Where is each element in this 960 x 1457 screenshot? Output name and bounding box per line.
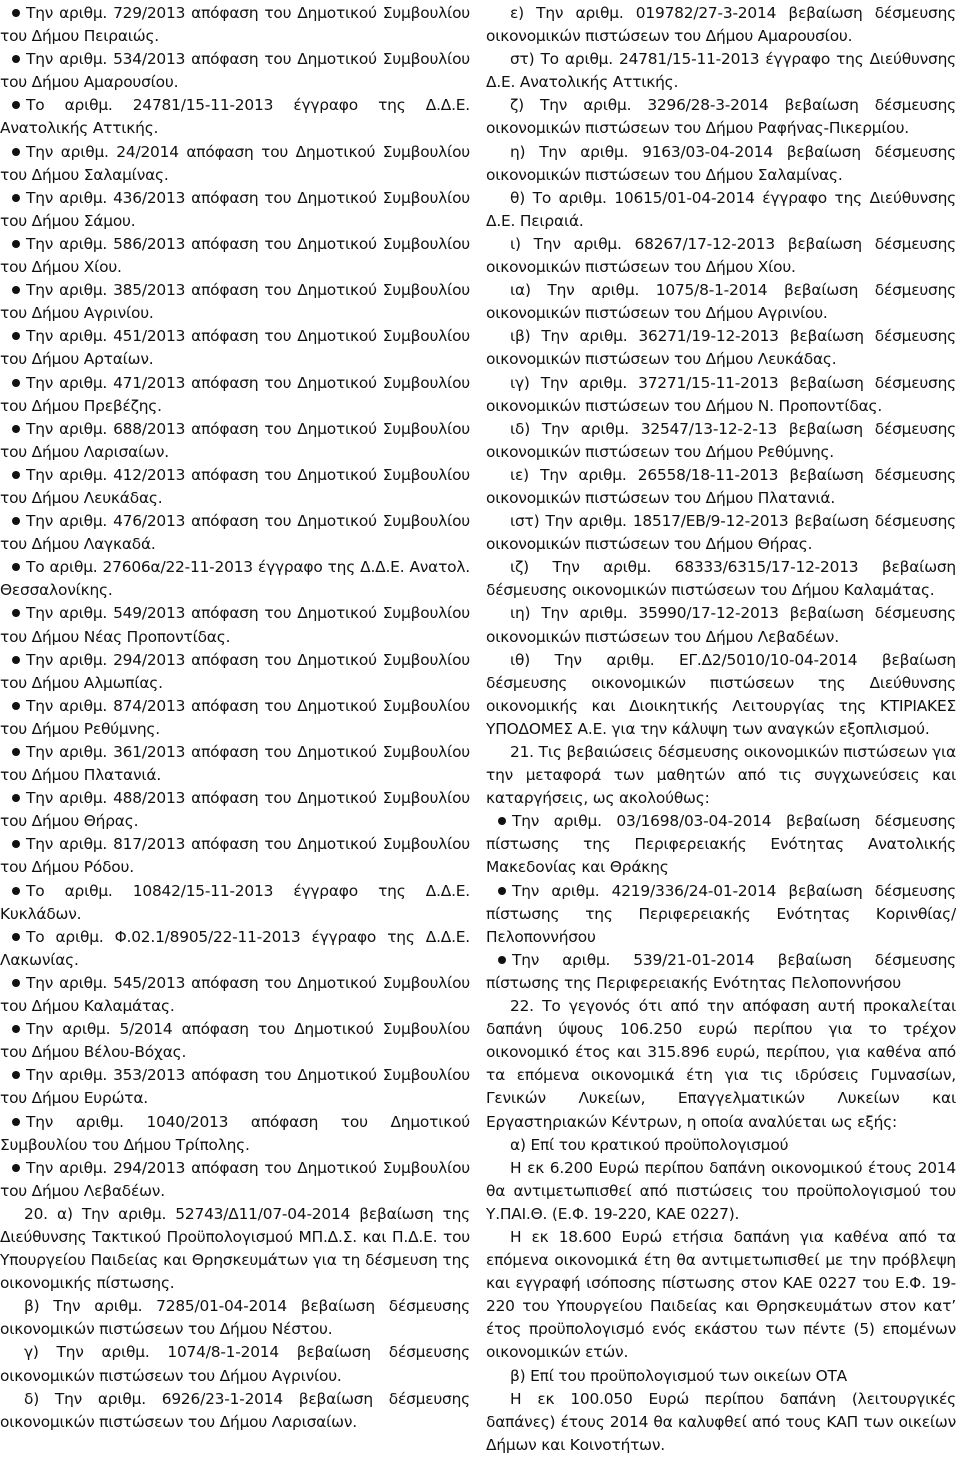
paragraph	[486, 141, 956, 187]
bullet-icon	[12, 887, 20, 895]
paragraph-text: Την αριθμ. 874/2013 απόφαση του Δημοτικού Συμβουλίου του Δήμου Ρεθύμνης.	[0, 696, 470, 738]
paragraph-text: 20. α) Την αριθμ. 52743/Δ11/07-04-2014 βεβαίωση της Διεύθυνσης Τακτικού Προϋπολογισμού ΜΠ.Δ.Σ. και Π.Δ.Ε. του Υπουργείου Παιδείας και Θρησκευμάτων για τη δέσμευση της οικονομικής πίστωσης.	[0, 1204, 470, 1293]
bullet-icon	[12, 933, 20, 941]
bullet-item	[486, 949, 956, 995]
paragraph	[486, 372, 956, 418]
bullet-item	[0, 926, 470, 972]
paragraph	[486, 325, 956, 371]
bullet-icon	[12, 840, 20, 848]
bullet-icon	[12, 748, 20, 756]
paragraph-text: Την αριθμ. 361/2013 απόφαση του Δημοτικού Συμβουλίου του Δήμου Πλατανιά.	[0, 743, 470, 785]
bullet-item	[0, 787, 470, 833]
paragraph	[486, 1388, 956, 1457]
paragraph-text: Την αριθμ. 545/2013 απόφαση του Δημοτικού Συμβουλίου του Δήμου Καλαμάτας.	[0, 973, 470, 1016]
paragraph-text: η) Την αριθμ. 9163/03-04-2014 βεβαίωση δέσμευσης οικονομικών πιστώσεων του Δήμου Σαλαμίνας.	[486, 142, 956, 184]
paragraph-text: θ) Το αριθμ. 10615/01-04-2014 έγγραφο της Διεύθυνσης Δ.Ε. Πειραιά.	[486, 188, 956, 230]
paragraph-text: Η εκ 100.050 Ευρώ περίπου δαπάνη (λειτουργικές δαπάνες) έτους 2014 θα καλυφθεί από τους ΚΑΠ των οικείων Δήμων και Κοινοτήτων.	[486, 1389, 956, 1454]
paragraph-text: δ) Την αριθμ. 6926/23-1-2014 βεβαίωση δέσμευσης οικονομικών πιστώσεων του Δήμου Λαρισαίων.	[0, 1389, 470, 1431]
bullet-item	[0, 2, 470, 48]
paragraph	[486, 1134, 956, 1157]
paragraph-text: στ) Το αριθμ. 24781/15-11-2013 έγγραφο της Διεύθυνσης Δ.Ε. Ανατολικής Αττικής.	[486, 50, 956, 92]
paragraph	[486, 602, 956, 648]
paragraph	[486, 995, 956, 1134]
bullet-item	[0, 510, 470, 556]
bullet-item	[0, 833, 470, 879]
bullet-icon	[12, 656, 20, 664]
bullet-item	[0, 464, 470, 510]
bullet-item	[0, 602, 470, 648]
bullet-item	[0, 1157, 470, 1203]
paragraph-text: Η εκ 18.600 Ευρώ ετήσια δαπάνη για καθένα από τα επόμενα οικονομικά έτη θα αντιμετωπισθεί με την πρόβλεψη και εγγραφή ισόποσης πίστωσης στον ΚΑΕ 0227 του Ε.Φ. 19-220 του Υπουργείου Παιδείας και Θρησκευμάτων στον κατ’ έτος προϋπολογισμό ενός εκάστου των πέντε (5) επομένων οικονομικών ετών.	[486, 1227, 956, 1362]
paragraph-text: Την αριθμ. 451/2013 απόφαση του Δημοτικού Συμβουλίου του Δήμου Αρταίων.	[0, 327, 470, 369]
paragraph	[486, 418, 956, 464]
bullet-icon	[12, 101, 20, 109]
bullet-icon	[12, 1118, 20, 1126]
paragraph-text: ιθ) Την αριθμ. ΕΓ.Δ2/5010/10-04-2014 βεβαίωση δέσμευσης οικονομικών πιστώσεων της Διεύθυνσης οικονομικής και Διοικητικής Λειτουργίας της ΚΤΙΡΙΑΚΕΣ ΥΠΟΔΟΜΕΣ Α.Ε. για την κάλυψη των αναγκών εξοπλισμού.	[486, 650, 956, 738]
paragraph	[486, 94, 956, 140]
bullet-icon	[12, 240, 20, 248]
bullet-icon	[12, 979, 20, 987]
paragraph-text: Την αριθμ. 294/2013 απόφαση του Δημοτικού Συμβουλίου του Δήμου Λεβαδέων.	[0, 1158, 470, 1200]
left-column	[0, 2, 470, 1434]
bullet-item	[0, 94, 470, 140]
bullet-icon	[12, 9, 20, 17]
bullet-item	[486, 880, 956, 949]
bullet-icon	[498, 817, 506, 825]
paragraph-text: Την αριθμ. 412/2013 απόφαση του Δημοτικού Συμβουλίου του Δήμου Λευκάδας.	[0, 465, 470, 507]
paragraph-text: Την αριθμ. 817/2013 απόφαση του Δημοτικού Συμβουλίου του Δήμου Ρόδου.	[0, 835, 470, 877]
bullet-item	[0, 695, 470, 741]
bullet-icon	[12, 55, 20, 63]
paragraph-text: β) Την αριθμ. 7285/01-04-2014 βεβαίωση δέσμευσης οικονομικών πιστώσεων του Δήμου Νέστου.	[0, 1297, 470, 1339]
paragraph-text: Την αριθμ. 1040/2013 απόφαση του Δημοτικού Συμβουλίου του Δήμου Τρίπολης.	[0, 1112, 470, 1154]
bullet-item	[0, 741, 470, 787]
bullet-icon	[12, 148, 20, 156]
bullet-item	[0, 141, 470, 187]
bullet-icon	[498, 956, 506, 964]
paragraph	[486, 279, 956, 325]
bullet-item	[0, 1111, 470, 1157]
paragraph	[486, 233, 956, 279]
paragraph-text: Το αριθμ. Φ.02.1/8905/22-11-2013 έγγραφο της Δ.Δ.Ε. Λακωνίας.	[0, 927, 470, 969]
bullet-icon	[12, 517, 20, 525]
paragraph-text: Την αριθμ. 549/2013 απόφαση του Δημοτικού Συμβουλίου του Δήμου Νέας Προποντίδας.	[0, 604, 470, 646]
bullet-item	[0, 325, 470, 371]
paragraph-text: Την αριθμ. 476/2013 απόφαση του Δημοτικού Συμβουλίου του Δήμου Λαγκαδά.	[0, 512, 470, 554]
paragraph-text: Την αριθμ. 24/2014 απόφαση του Δημοτικού Συμβουλίου του Δήμου Σαλαμίνας.	[0, 142, 470, 184]
bullet-icon	[12, 1025, 20, 1033]
bullet-icon	[498, 887, 506, 895]
paragraph-text: Την αριθμ. 385/2013 απόφαση του Δημοτικού Συμβουλίου του Δήμου Αγρινίου.	[0, 281, 470, 323]
paragraph-text: Την αριθμ. 534/2013 απόφαση του Δημοτικού Συμβουλίου του Δήμου Αμαρουσίου.	[0, 50, 470, 92]
bullet-icon	[12, 286, 20, 294]
bullet-item	[486, 810, 956, 879]
paragraph-text: ια) Την αριθμ. 1075/8-1-2014 βεβαίωση δέσμευσης οικονομικών πιστώσεων του Δήμου Αγρινίου.	[486, 281, 956, 323]
paragraph-text: ζ) Την αριθμ. 3296/28-3-2014 βεβαίωση δέσμευσης οικονομικών πιστώσεων του Δήμου Ραφήνας-Πικερμίου.	[486, 96, 956, 138]
bullet-icon	[12, 563, 20, 571]
paragraph-text: Την αριθμ. 294/2013 απόφαση του Δημοτικού Συμβουλίου του Δήμου Αλμωπίας.	[0, 650, 470, 692]
paragraph-text: Την αριθμ. 539/21-01-2014 βεβαίωση δέσμευσης πίστωσης της Περιφερειακής Ενότητας Πελοποννήσου	[486, 950, 956, 992]
bullet-item	[0, 1018, 470, 1064]
bullet-icon	[12, 609, 20, 617]
paragraph	[486, 510, 956, 556]
paragraph-text: Την αριθμ. 471/2013 απόφαση του Δημοτικού Συμβουλίου του Δήμου Πρεβέζης.	[0, 373, 470, 415]
paragraph	[486, 187, 956, 233]
bullet-icon	[12, 332, 20, 340]
bullet-icon	[12, 194, 20, 202]
paragraph-text: Την αριθμ. 436/2013 απόφαση του Δημοτικού Συμβουλίου του Δήμου Σάμου.	[0, 188, 470, 230]
paragraph-text: 22. Το γεγονός ότι από την απόφαση αυτή προκαλείται δαπάνη ύψους 106.250 ευρώ περίπου για το τρέχον οικονομικό έτος και 315.896 ευρώ, περίπου, για καθένα από τα επόμενα οικονομικά έτη για τις ιδρύσεις Γυμνασίων, Γενικών Λυκείων, Επαγγελματικών Λυκείων και Εργαστηριακών Κέντρων, η οποία αναλύεται ως εξής:	[486, 997, 956, 1131]
bullet-item	[0, 649, 470, 695]
paragraph	[486, 556, 956, 602]
paragraph	[486, 2, 956, 48]
paragraph	[486, 1157, 956, 1226]
bullet-icon	[12, 794, 20, 802]
bullet-item	[0, 418, 470, 464]
paragraph	[486, 649, 956, 741]
paragraph-text: ι) Την αριθμ. 68267/17-12-2013 βεβαίωση δέσμευσης οικονομικών πιστώσεων του Δήμου Χίου.	[486, 234, 956, 277]
paragraph	[0, 1341, 470, 1387]
bullet-item	[0, 233, 470, 279]
paragraph-text: Την αριθμ. 5/2014 απόφαση του Δημοτικού Συμβουλίου του Δήμου Βέλου-Βόχας.	[0, 1020, 470, 1062]
bullet-item	[0, 1064, 470, 1110]
bullet-icon	[12, 425, 20, 433]
paragraph-text: β) Επί του προϋπολογισμού των οικείων ΟΤΑ	[510, 1366, 848, 1385]
bullet-item	[0, 972, 470, 1018]
paragraph	[486, 741, 956, 810]
bullet-item	[0, 556, 470, 602]
bullet-item	[0, 279, 470, 325]
paragraph-text: Η εκ 6.200 Ευρώ περίπου δαπάνη οικονομικού έτους 2014 θα αντιμετωπισθεί από πιστώσεις του προϋπολογισμού του Υ.ΠΑΙ.Θ. (Ε.Φ. 19-220, ΚΑΕ 0227).	[486, 1158, 956, 1223]
paragraph-text: Το αριθμ. 24781/15-11-2013 έγγραφο της Δ.Δ.Ε. Ανατολικής Αττικής.	[0, 96, 470, 138]
paragraph-text: ιζ) Την αριθμ. 68333/6315/17-12-2013 βεβαίωση δέσμευσης οικονομικών πιστώσεων του Δήμου Καλαμάτας.	[486, 558, 956, 600]
paragraph-text: Την αριθμ. 4219/336/24-01-2014 βεβαίωση δέσμευσης πίστωσης της Περιφερειακής Ενότητας Κορινθίας/Πελοποννήσου	[486, 881, 956, 946]
paragraph-text: ιστ) Την αριθμ. 18517/ΕΒ/9-12-2013 βεβαίωση δέσμευσης οικονομικών πιστώσεων του Δήμου Θήρας.	[486, 512, 956, 554]
paragraph	[0, 1203, 470, 1295]
paragraph	[486, 48, 956, 94]
paragraph-text: Την αριθμ. 729/2013 απόφαση του Δημοτικού Συμβουλίου του Δήμου Πειραιώς.	[0, 4, 470, 46]
bullet-icon	[12, 379, 20, 387]
paragraph-text: ιβ) Την αριθμ. 36271/19-12-2013 βεβαίωση δέσμευσης οικονομικών πιστώσεων του Δήμου Λευκάδας.	[486, 327, 956, 369]
paragraph	[486, 1226, 956, 1365]
right-column	[486, 2, 956, 1457]
paragraph	[0, 1295, 470, 1341]
paragraph-text: Την αριθμ. 353/2013 απόφαση του Δημοτικού Συμβουλίου του Δήμου Ευρώτα.	[0, 1066, 470, 1108]
bullet-item	[0, 372, 470, 418]
paragraph-text: Την αριθμ. 03/1698/03-04-2014 βεβαίωση δέσμευσης πίστωσης της Περιφερειακής Ενότητας Ανατολικής Μακεδονίας και Θράκης	[486, 812, 956, 877]
paragraph-text: Την αριθμ. 488/2013 απόφαση του Δημοτικού Συμβουλίου του Δήμου Θήρας.	[0, 789, 470, 831]
bullet-icon	[12, 1071, 20, 1079]
bullet-item	[0, 48, 470, 94]
bullet-icon	[12, 702, 20, 710]
bullet-icon	[12, 471, 20, 479]
paragraph-text: ιε) Την αριθμ. 26558/18-11-2013 βεβαίωση δέσμευσης οικονομικών πιστώσεων του Δήμου Πλατανιά.	[486, 465, 956, 507]
paragraph-text: ε) Την αριθμ. 019782/27-3-2014 βεβαίωση δέσμευσης οικονομικών πιστώσεων του Δήμου Αμαρουσίου.	[486, 4, 956, 46]
paragraph-text: Το αριθμ. 10842/15-11-2013 έγγραφο της Δ.Δ.Ε. Κυκλάδων.	[0, 881, 470, 923]
paragraph-text: 21. Τις βεβαιώσεις δέσμευσης οικονομικών πιστώσεων για την μεταφορά των μαθητών από τις συγχωνεύσεις και καταργήσεις, ως ακολούθως:	[486, 743, 956, 808]
paragraph	[486, 464, 956, 510]
paragraph-text: Την αριθμ. 586/2013 απόφαση του Δημοτικού Συμβουλίου του Δήμου Χίου.	[0, 234, 470, 277]
paragraph-text: Την αριθμ. 688/2013 απόφαση του Δημοτικού Συμβουλίου του Δήμου Λαρισαίων.	[0, 419, 470, 461]
bullet-item	[0, 187, 470, 233]
paragraph-text: Το αριθμ. 27606α/22-11-2013 έγγραφο της Δ.Δ.Ε. Ανατολ. Θεσσαλονίκης.	[0, 558, 470, 600]
paragraph-text: ιγ) Την αριθμ. 37271/15-11-2013 βεβαίωση δέσμευσης οικονομικών πιστώσεων του Δήμου Ν. Προποντίδας.	[486, 373, 956, 415]
paragraph-text: ιδ) Την αριθμ. 32547/13-12-2-13 βεβαίωση δέσμευσης οικονομικών πιστώσεων του Δήμου Ρεθύμνης.	[486, 419, 956, 461]
paragraph-text: ιη) Την αριθμ. 35990/17-12-2013 βεβαίωση δέσμευσης οικονομικών πιστώσεων του Δήμου Λεβαδέων.	[486, 604, 956, 646]
paragraph-text: γ) Την αριθμ. 1074/8-1-2014 βεβαίωση δέσμευσης οικονομικών πιστώσεων του Δήμου Αγρινίου.	[0, 1343, 470, 1385]
paragraph	[486, 1365, 956, 1388]
bullet-item	[0, 880, 470, 926]
paragraph-text: α) Επί του κρατικού προϋπολογισμού	[510, 1135, 789, 1154]
paragraph	[0, 1388, 470, 1434]
bullet-icon	[12, 1164, 20, 1172]
